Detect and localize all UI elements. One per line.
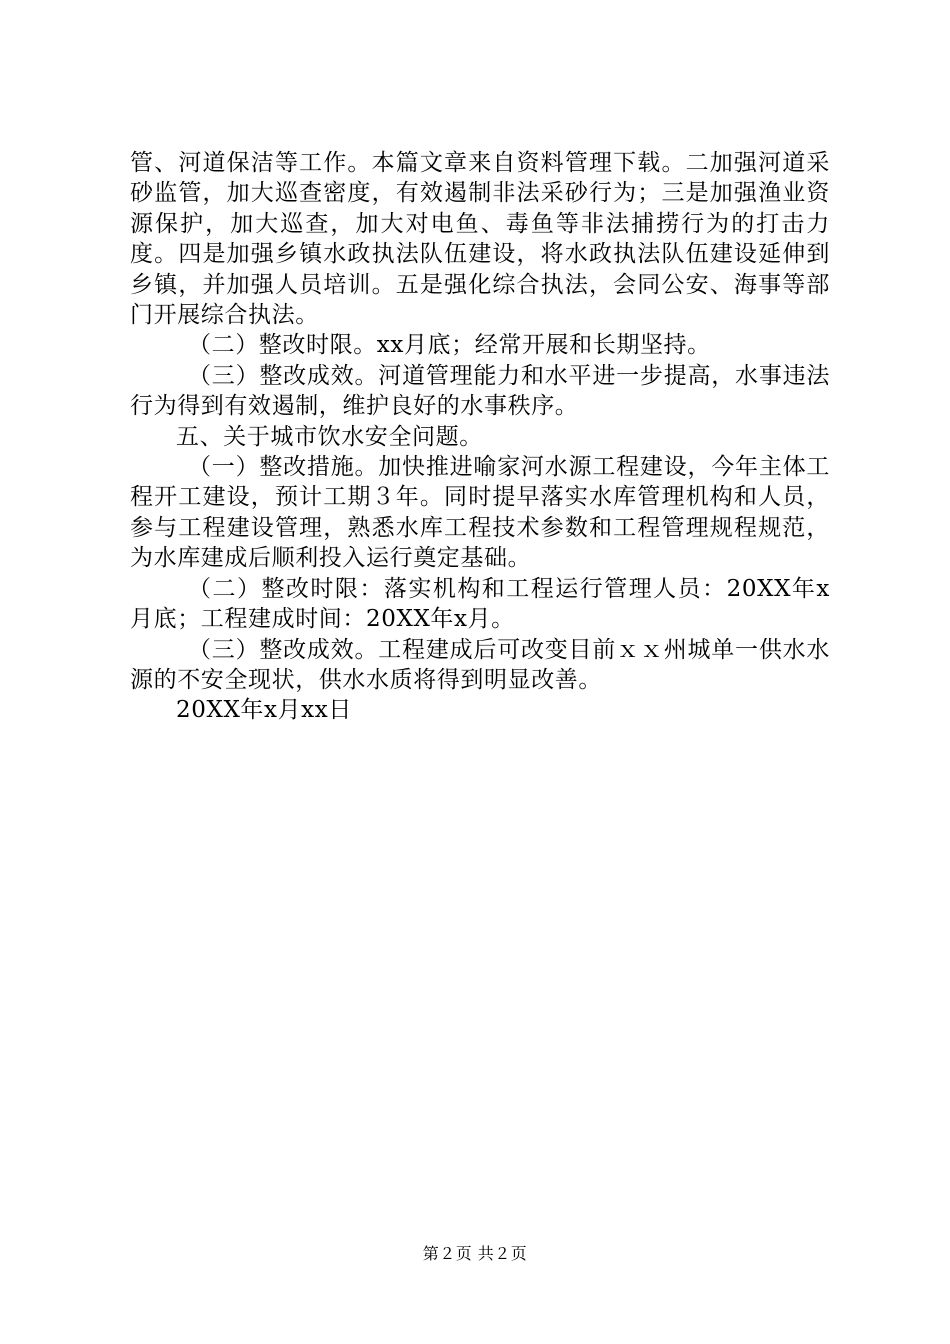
section-heading-water-safety: 五、关于城市饮水安全问题。 — [176, 423, 483, 450]
paragraph-water-deadline: （二）整改时限：落实机构和工程运行管理人员：20XX年x月底；工程建成时间：20XX年x月。 — [130, 575, 830, 633]
paragraph-river-deadline: （二）整改时限。xx月底；经常开展和长期坚持。 — [188, 332, 711, 359]
paragraph-enforcement-measures: 管、河道保洁等工作。本篇文章来自资料管理下载。二加强河道采砂监管，加大巡查密度，有效遏制非法采砂行为；三是加强渔业资源保护，加大巡查，加大对电鱼、毒鱼等非法捕捞行为的打击力度。四是加强乡镇水政执法队伍建设，将水政执法队伍建设延伸到乡镇，并加强人员培训。五是强化综合执法，会同公安、海事等部门开展综合执法。 — [130, 150, 830, 329]
paragraph-water-measures: （一）整改措施。加快推进喻家河水源工程建设，今年主体工程开工建设，预计工期３年。同时提早落实水库管理机构和人员，参与工程建设管理，熟悉水库工程技术参数和工程管理规程规范，为水库建成后顺利投入运行奠定基础。 — [130, 454, 830, 572]
document-date: 20XX年x月xx日 — [176, 697, 352, 724]
document-body — [130, 148, 830, 726]
paragraph-river-outcome: （三）整改成效。河道管理能力和水平进一步提高，水事违法行为得到有效遏制，维护良好的水事秩序。 — [130, 362, 830, 420]
paragraph-water-outcome: （三）整改成效。工程建成后可改变目前ｘｘ州城单一供水水源的不安全现状，供水水质将得到明显改善。 — [130, 636, 830, 693]
page-number-footer: 第２页 共２页 — [422, 1244, 528, 1263]
